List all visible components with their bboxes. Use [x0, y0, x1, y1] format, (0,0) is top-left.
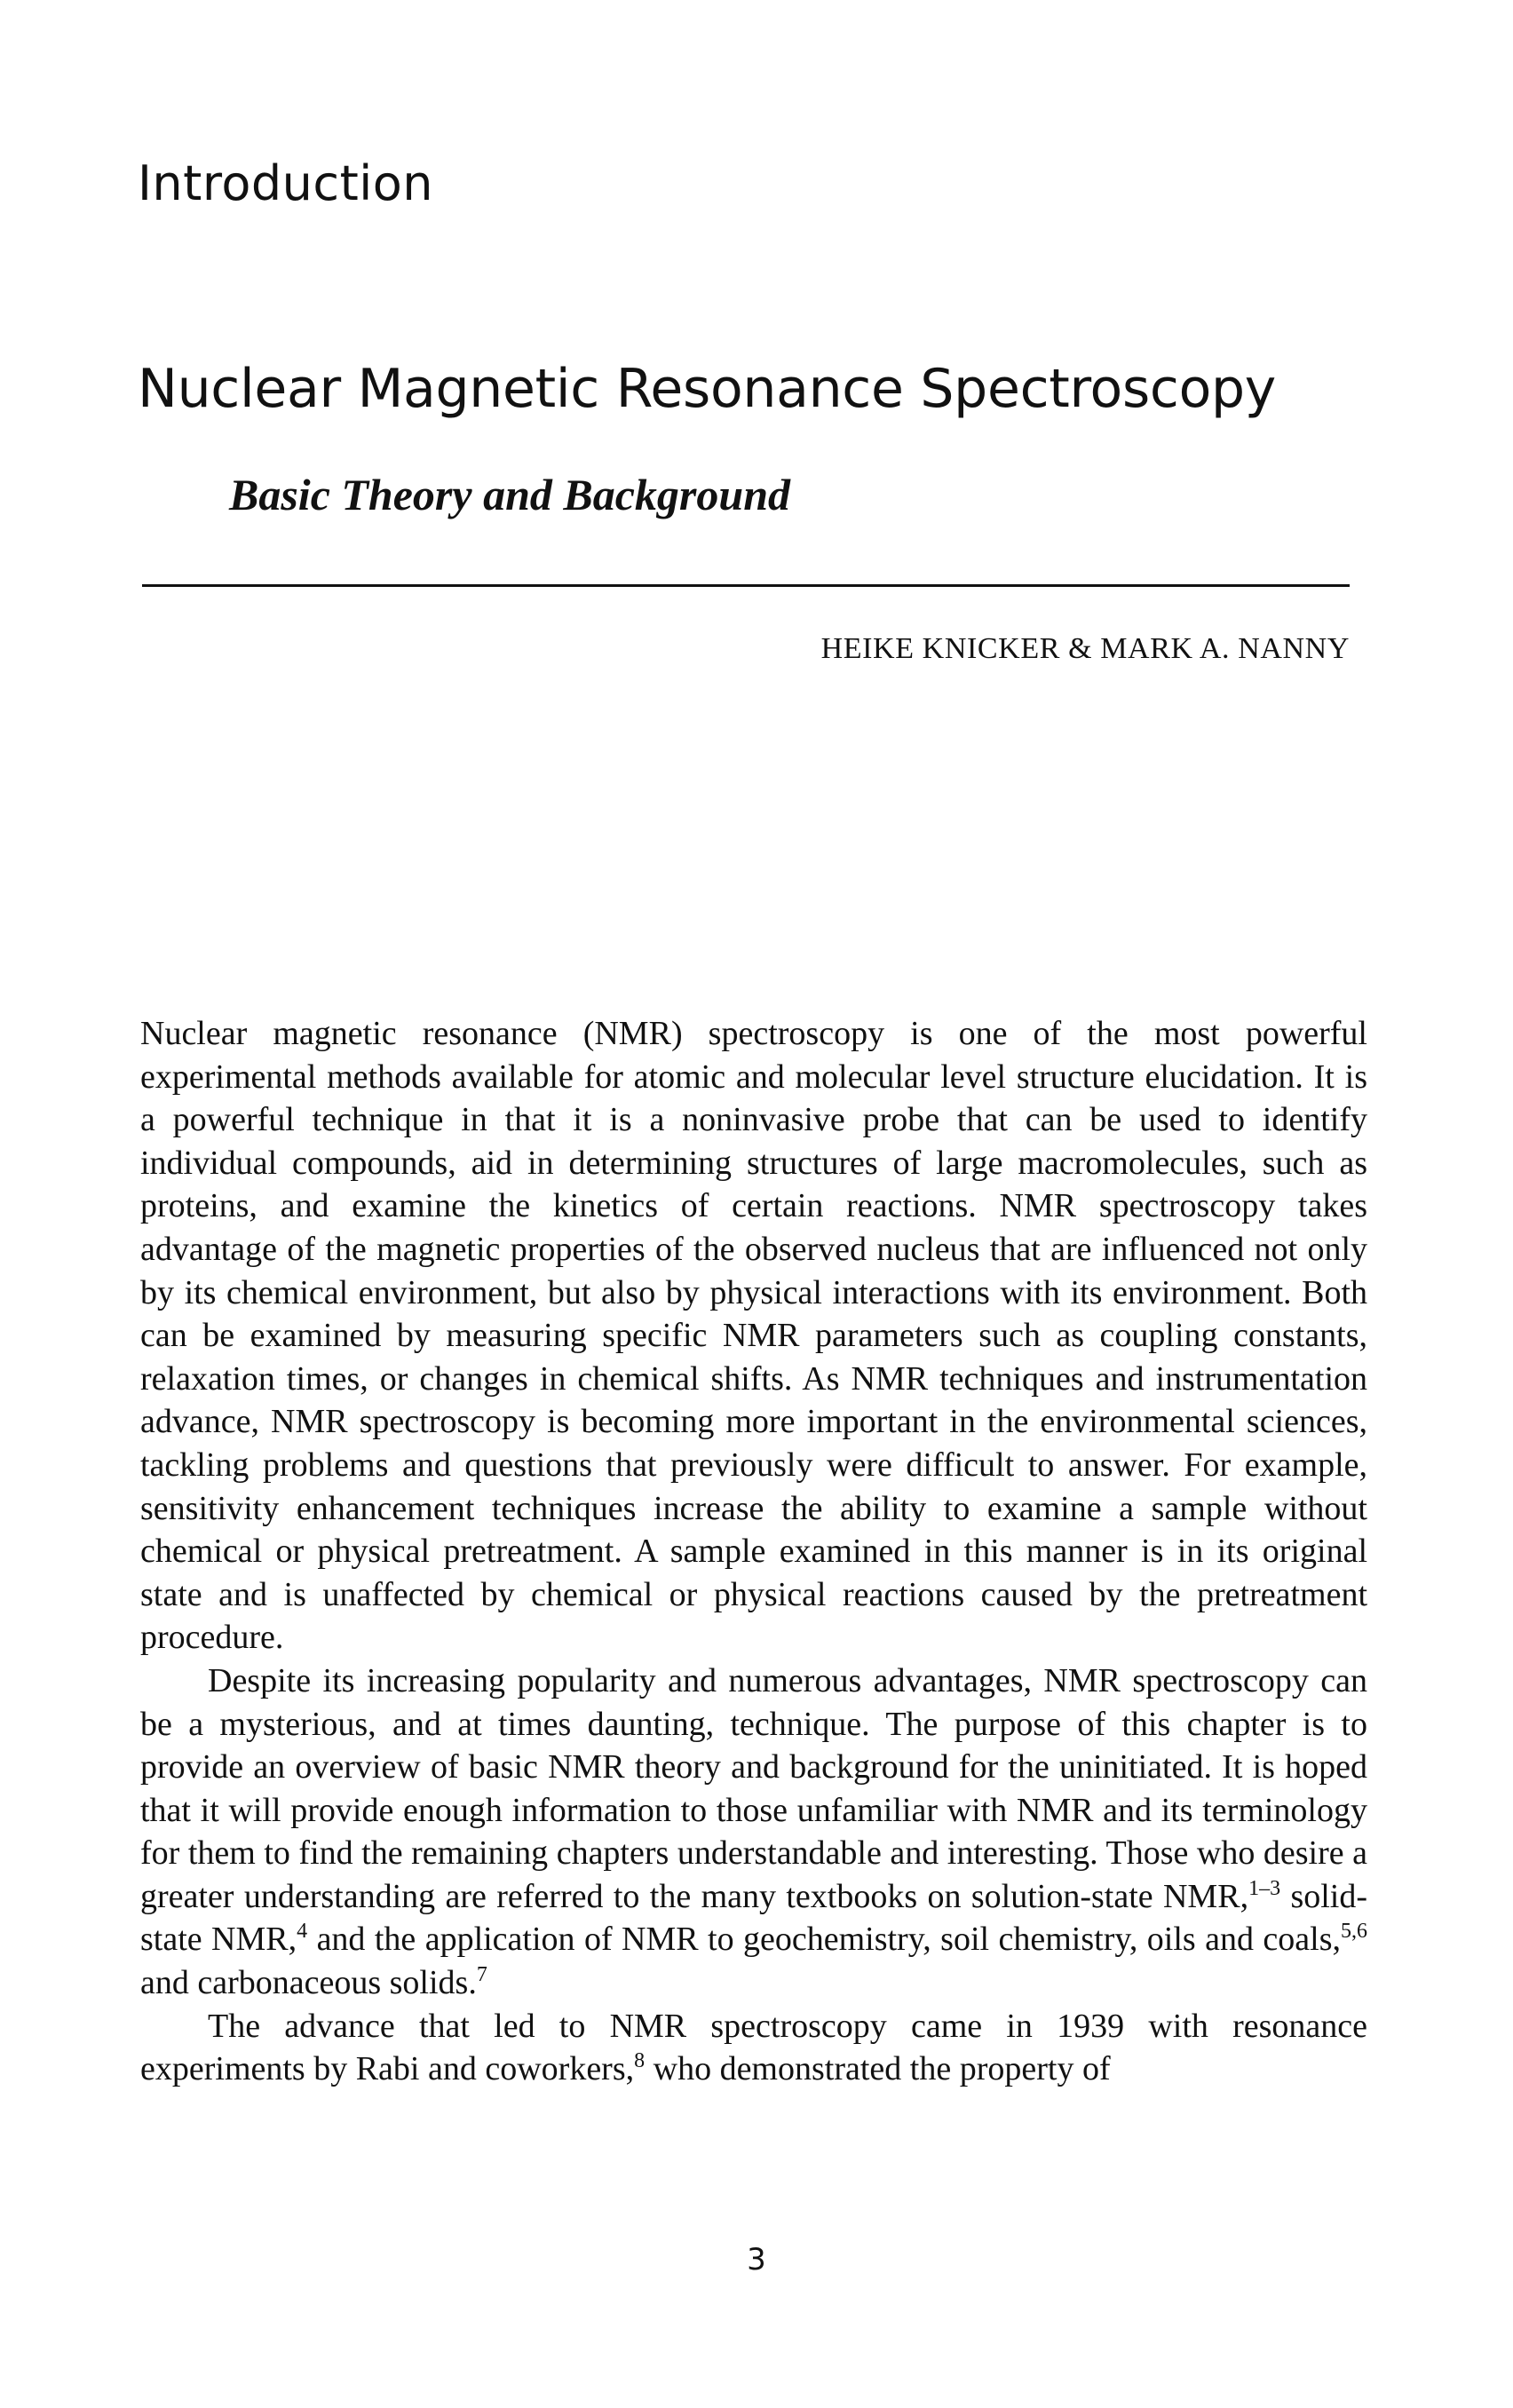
- paragraph-2-segment: Despite its increasing popularity and numerous advantages, NMR spectroscopy can be a mysterious, and at times daunting, technique. The purpose of this chapter is to provide an overview of basic NMR theory and background for the uninitiated. It is hoped that it will provide enough information to those unfamiliar with NMR and its terminology for them to find the remaining chapters understandable and interesting. Those who desire a greater understanding are referred to the many textbooks on solution-state NMR,: [140, 1661, 1367, 1915]
- reference-marker: 8: [634, 2049, 646, 2073]
- paragraph-3-segment: who demonstrated the property of: [645, 2050, 1111, 2088]
- body-text: [140, 1012, 1367, 2091]
- paragraph-2: [140, 1659, 1367, 2005]
- reference-marker: 1–3: [1248, 1876, 1281, 1900]
- paragraph-3-segment: The advance that led to NMR spectroscopy came in 1939 with resonance experiments by Rabi and coworkers,: [140, 2007, 1367, 2088]
- authors-byline: HEIKE KNICKER & MARK A. NANNY: [820, 632, 1350, 665]
- section-label: Introduction: [138, 155, 434, 211]
- paragraph-2-segment: and carbonaceous solids.: [140, 1964, 477, 2002]
- reference-marker: 4: [297, 1920, 308, 1944]
- paragraph-3: [140, 2005, 1367, 2091]
- paragraph-2-segment: and the application of NMR to geochemistry, soil chemistry, oils and coals,: [307, 1921, 1341, 1959]
- chapter-title: Nuclear Magnetic Resonance Spectroscopy: [138, 358, 1276, 420]
- page-number: 3: [747, 2242, 766, 2277]
- paragraph-2-segment: solid-state NMR,: [140, 1877, 1368, 1959]
- reference-marker: 7: [476, 1963, 487, 1987]
- chapter-subtitle: Basic Theory and Background: [229, 470, 791, 519]
- paragraph-1: Nuclear magnetic resonance (NMR) spectroscopy is one of the most powerful experimental methods available for atomic and molecular level structure elucidation. It is a powerful technique in that it is a noninvasive probe that can be used to identify individual compounds, aid in determining structures of large macromolecules, such as proteins, and examine the kinetics of certain reactions. NMR spectroscopy takes advantage of the magnetic properties of the observed nucleus that are influenced not only by its chemical environment, but also by physical interactions with its environment. Both can be examined by measuring specific NMR parameters such as coupling constants, relaxation times, or changes in chemical shifts. As NMR techniques and instrumentation advance, NMR spectroscopy is becoming more important in the environmental sciences, tackling problems and questions that previously were difficult to answer. For example, sensitivity enhancement techniques increase the ability to examine a sample without chemical or physical pretreatment. A sample examined in this manner is in its original state and is unaffected by chemical or physical reactions caused by the pretreatment procedure.: [140, 1015, 1367, 1657]
- reference-marker: 5,6: [1341, 1920, 1367, 1944]
- title-divider: [142, 584, 1350, 587]
